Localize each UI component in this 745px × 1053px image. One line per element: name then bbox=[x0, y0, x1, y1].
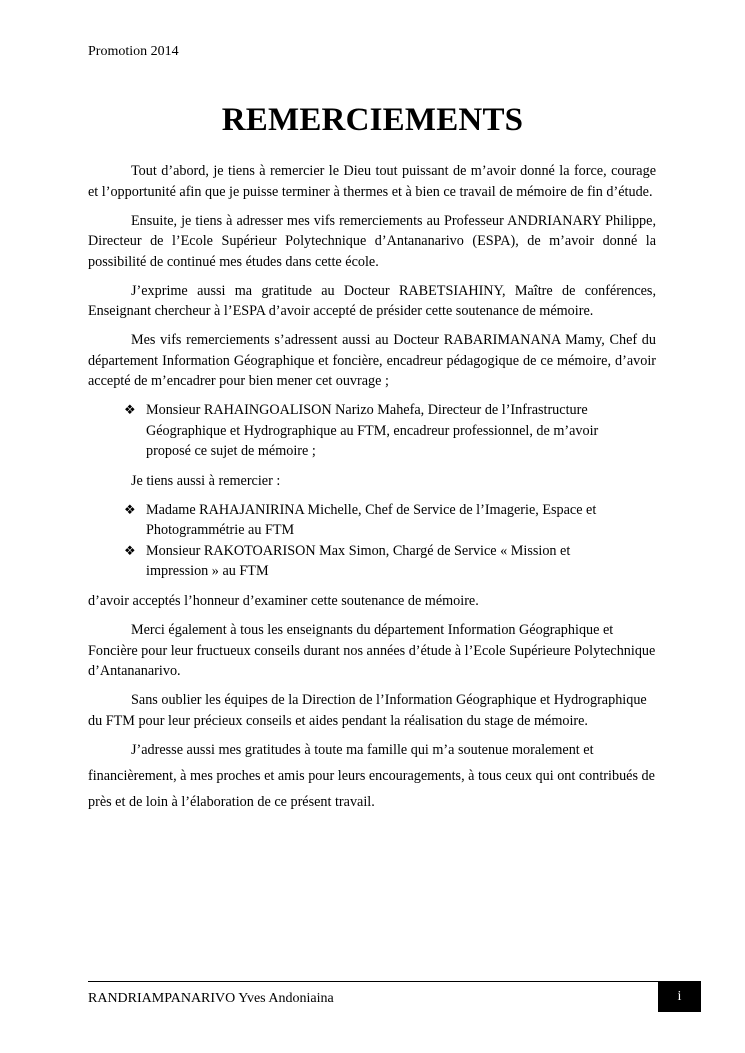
list-item bbox=[124, 400, 656, 462]
paragraph-thanks-intro: Je tiens aussi à remercier : bbox=[131, 472, 281, 489]
list-item bbox=[124, 500, 656, 541]
paragraph-president: J’exprime aussi ma gratitude au Docteur RABETSIAHINY, Maître de conférences, Enseignant chercheur à l’ESPA d’avoir accepté de présider cette soutenance de mémoire. bbox=[88, 282, 656, 319]
paragraph-family: J’adresse aussi mes gratitudes à toute ma famille qui m’a soutenue moralement et financièrement, à mes proches et amis pour leurs encouragements, à tous ceux qui ont contribués de près et de loin à l’élaboration de ce présent travail. bbox=[88, 741, 655, 810]
diamond-bullet-icon: ❖ bbox=[124, 501, 136, 517]
list-item-text: Monsieur RAHAINGOALISON Narizo Mahefa, Directeur de l’Infrastructure Géographique et Hydrographique au FTM, encadreur professionnel, de m’avoir proposé ce sujet de mémoire ; bbox=[146, 402, 599, 459]
paragraph-director: Ensuite, je tiens à adresser mes vifs remerciements au Professeur ANDRIANARY Philippe, Directeur de l’Ecole Supérieur Polytechnique d’Antananarivo (ESPA), de m’avoir donné la possibilité de continué mes études dans cette école. bbox=[88, 212, 656, 270]
list-item bbox=[124, 541, 656, 582]
footer-divider bbox=[88, 981, 658, 982]
paragraph-supervisor: Mes vifs remerciements s’adressent aussi au Docteur RABARIMANANA Mamy, Chef du département Information Géographique et foncière, encadreur pédagogique de ce mémoire, d’avoir accepté de m’encadrer pour bien mener cet ouvrage ; bbox=[88, 332, 656, 389]
page-header: Promotion 2014 bbox=[88, 44, 179, 59]
list-item-text: Madame RAHAJANIRINA Michelle, Chef de Service de l’Imagerie, Espace et Photogrammétrie au FTM bbox=[146, 501, 597, 538]
bullet-list-supervisors bbox=[88, 400, 656, 462]
paragraph-examiners: d’avoir acceptés l’honneur d’examiner cette soutenance de mémoire. bbox=[88, 592, 479, 609]
paragraph-teams: Sans oublier les équipes de la Direction de l’Information Géographique et Hydrographique du FTM pour leur précieux conseils et aides pendant la réalisation du stage de mémoire. bbox=[88, 692, 647, 729]
page-number: i bbox=[658, 981, 701, 1012]
diamond-bullet-icon: ❖ bbox=[124, 542, 136, 558]
bullet-list-examiners bbox=[88, 500, 656, 582]
page-title: REMERCIEMENTS bbox=[221, 102, 524, 138]
paragraph-intro: Tout d’abord, je tiens à remercier le Dieu tout puissant de m’avoir donné la force, courage et l’opportunité afin que je puisse terminer à thermes et à bien ce travail de mémoire de fin d’étude. bbox=[88, 163, 656, 200]
diamond-bullet-icon: ❖ bbox=[124, 402, 136, 417]
list-item-text: Monsieur RAKOTOARISON Max Simon, Chargé de Service « Mission et impression » au FTM bbox=[146, 542, 571, 579]
body-content bbox=[88, 161, 656, 815]
paragraph-teachers: Merci également à tous les enseignants du département Information Géographique et Foncière pour leur fructueux conseils durant nos années d’étude à l’Ecole Supérieure Polytechnique d’Antananarivo. bbox=[88, 622, 656, 679]
footer-author: RANDRIAMPANARIVO Yves Andoniaina bbox=[88, 991, 334, 1006]
